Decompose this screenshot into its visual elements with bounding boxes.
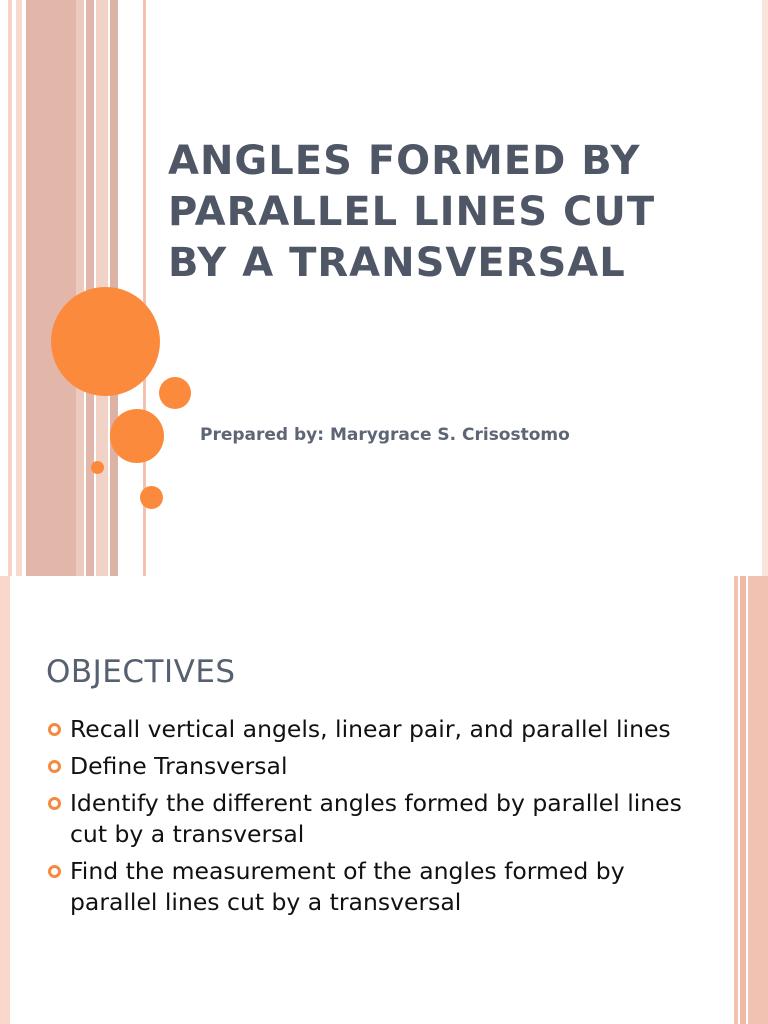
list-item — [46, 788, 686, 850]
bullet-ring-icon — [48, 797, 61, 810]
decorative-stripe — [748, 576, 768, 1024]
list-item — [46, 856, 686, 918]
objectives-heading: OBJECTIVES — [46, 654, 236, 690]
list-item-text: Identify the different angles formed by parallel lines cut by a transversal — [70, 789, 682, 848]
decorative-circle — [159, 377, 191, 409]
list-item-text: Define Transversal — [70, 752, 288, 780]
decorative-circle — [91, 461, 104, 474]
objectives-slide — [0, 576, 768, 1024]
decorative-circle — [51, 287, 160, 396]
list-item — [46, 751, 686, 782]
decorative-stripe — [76, 0, 84, 576]
decorative-stripe — [26, 0, 76, 576]
decorative-stripe — [740, 576, 746, 1024]
list-item-text: Find the measurement of the angles formed by parallel lines cut by a transversal — [70, 857, 625, 916]
decorative-stripe — [16, 0, 22, 576]
slide-title: ANGLES FORMED BY PARALLEL LINES CUT BY A TRANSVERSAL — [168, 138, 656, 286]
bullet-ring-icon — [48, 865, 61, 878]
decorative-stripe — [0, 576, 10, 1024]
bullet-ring-icon — [48, 760, 61, 773]
decorative-stripe — [762, 0, 768, 576]
list-item-text: Recall vertical angels, linear pair, and parallel lines — [70, 715, 671, 743]
decorative-circle — [110, 409, 164, 463]
decorative-stripe — [734, 576, 738, 1024]
decorative-circle — [140, 486, 163, 509]
objectives-list — [46, 714, 686, 924]
list-item — [46, 714, 686, 745]
slide-subtitle: Prepared by: Marygrace S. Crisostomo — [200, 425, 570, 445]
bullet-ring-icon — [48, 723, 61, 736]
decorative-stripe — [8, 0, 12, 576]
